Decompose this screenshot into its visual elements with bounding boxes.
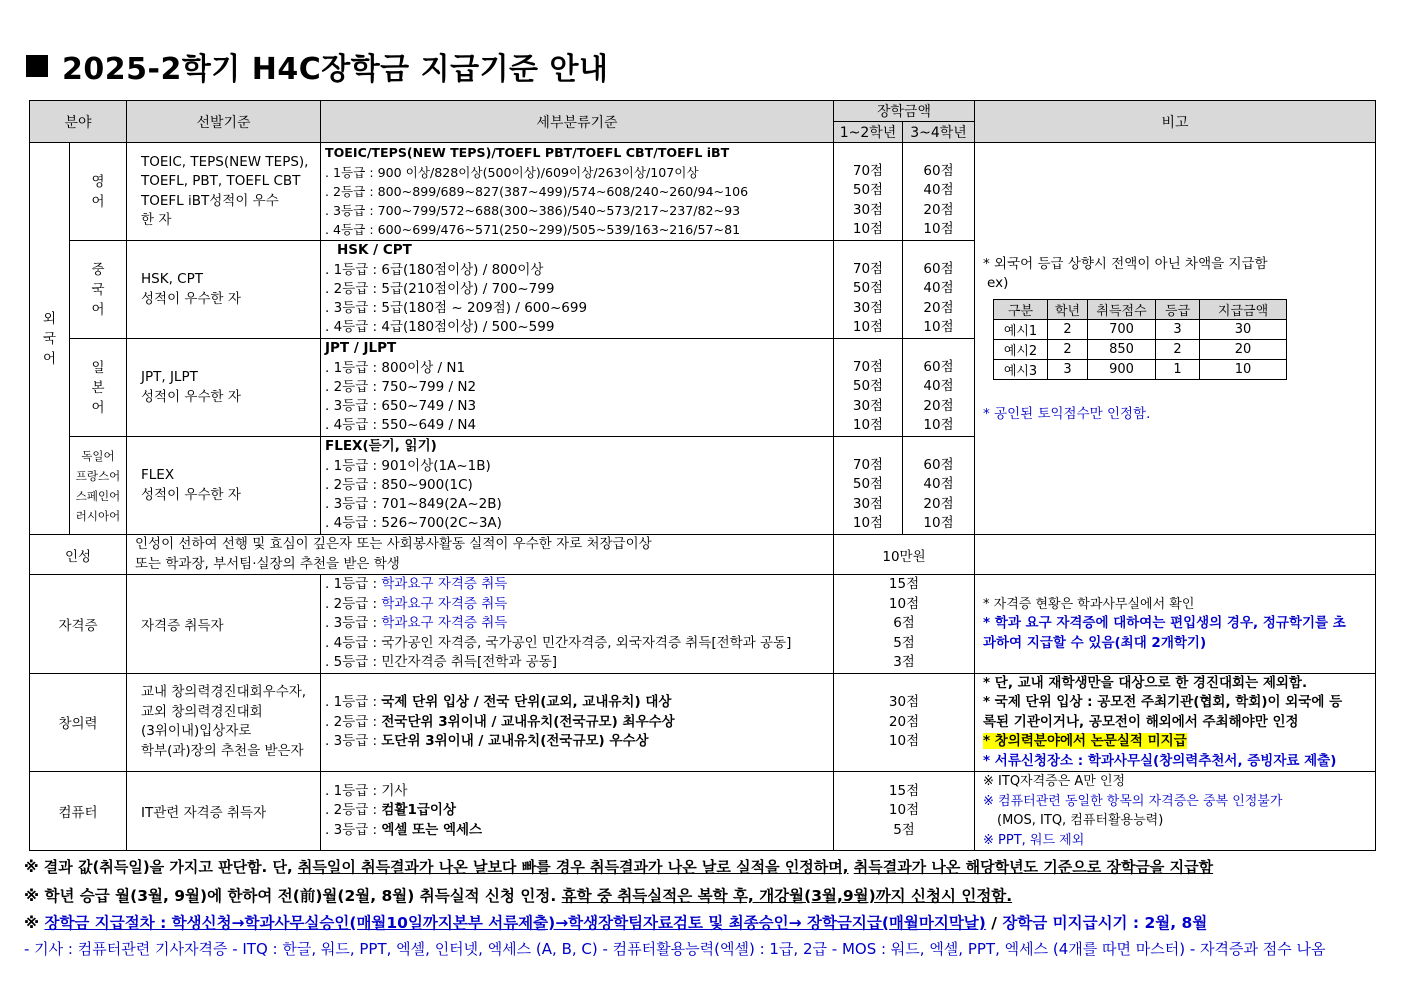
footer-note-3: ※ 장학금 지급절차 : 학생신청→학과사무실승인(매월10일까지본부 서류제출)→학생장학팀자료검토 및 최종승인→ 장학금지급(매월마지막날) / 장학금 미지급시기 : 2월, 8월 (24, 914, 1208, 932)
scholarship-table (29, 100, 1376, 851)
japanese-label: 일 본 어 (70, 339, 127, 437)
page-title (26, 44, 608, 88)
other-languages-detail: FLEX(듣기, 읽기) . 1등급 : 901이상(1A~1B) . 2등급 : 850~900(1C) . 3등급 : 701~849(2A~2B) . 4등급 : 526~700(2C~3A) (321, 437, 834, 535)
header-amount: 장학금액 (834, 101, 975, 122)
header-note: 비고 (975, 101, 1376, 143)
creativity-label: 창의력 (30, 673, 127, 772)
creativity-note: * 단, 교내 재학생만을 대상으로 한 경진대회는 제외함. * 국제 단위 입상 : 공모전 주최기관(협회, 학회)이 외국에 등 록된 기관이거나, 공모전이 해외에서 주최해야만 인정 * 창의력분야에서 논문실적 미지급 * 서류신청장소 : 학과사무실(창의력추천서, 증빙자료 제출) (975, 673, 1376, 772)
computer-label: 컴퓨터 (30, 772, 127, 851)
foreign-language-note: * 외국어 등급 상향시 전액이 아닌 차액을 지급함 ex) 구분 학년 취득점수 등급 지급금액 예시1 2 700 3 30 예시2 2 850 2 20 예시3 3 900 1 10 * 공인된 토익점수만 인정함. (975, 143, 1376, 535)
computer-note: ※ ITQ자격증은 A만 인정 ※ 컴퓨터관련 동일한 항목의 자격증은 중복 인정불가 (MOS, ITQ, 컴퓨터활용능력) ※ PPT, 워드 제외 (975, 772, 1376, 851)
computer-detail: . 1등급 : 기사 . 2등급 : 컴활1급이상 . 3등급 : 엑셀 또는 엑세스 (321, 772, 834, 851)
computer-criteria: IT관련 자격증 취득자 (127, 772, 321, 851)
footer-note-2: ※ 학년 승급 월(3월, 9월)에 한하여 전(前)월(2월, 8월) 취득실적 신청 인정. 휴학 중 취득실적은 복학 후, 개강월(3월,9월)까지 신청시 인정함. (24, 887, 1013, 905)
japanese-amount-12: 70점 50점 30점 10점 (834, 339, 903, 437)
page-title-text: 2025-2학기 H4C장학금 지급기준 안내 (62, 52, 609, 87)
license-amount: 15점 10점 6점 5점 3점 (834, 575, 975, 674)
character-label: 인성 (30, 535, 127, 575)
english-label: 영 어 (70, 143, 127, 241)
header-field: 분야 (30, 101, 127, 143)
other-languages-label: 독일어 프랑스어 스페인어 러시아어 (70, 437, 127, 535)
english-detail: TOEIC/TEPS(NEW TEPS)/TOEFL PBT/TOEFL CBT/TOEFL iBT . 1등급 : 900 이상/828이상(500이상)/609이상/263이상/107이상 . 2등급 : 800~899/689~827(387~499)/574~608/240~260/94~106 . 3등급 : 700~799/572~688(300~386)/540~573/217~237/82~93 . 4등급 : 600~699/476~571(250~299)/505~539/163~216/57~81 (321, 143, 834, 241)
square-bullet-icon (26, 55, 48, 77)
chinese-detail: HSK / CPT . 1등급 : 6급(180점이상) / 800이상 . 2등급 : 5급(210점이상) / 700~799 . 3등급 : 5급(180점 ~ 209점) / 600~699 . 4등급 : 4급(180점이상) / 500~599 (321, 241, 834, 339)
chinese-amount-12: 70점 50점 30점 10점 (834, 241, 903, 339)
japanese-criteria: JPT, JLPT 성적이 우수한 자 (127, 339, 321, 437)
creativity-detail: . 1등급 : 국제 단위 입상 / 전국 단위(교외, 교내유치) 대상 . 2등급 : 전국단위 3위이내 / 교내유치(전국규모) 최우수상 . 3등급 : 도단위 3위이내 / 교내유치(전국규모) 우수상 (321, 673, 834, 772)
other-languages-amount-12: 70점 50점 30점 10점 (834, 437, 903, 535)
footer-note-1: ※ 결과 값(취득일)을 가지고 판단함. 단, 취득일이 취득결과가 나온 날보다 빠를 경우 취득결과가 나온 날로 실적을 인정하며, 취득결과가 나온 해당학년도 기준으로 장학금을 지급함 (24, 858, 1214, 876)
foreign-language-label: 외 국 어 (30, 143, 70, 535)
license-note: * 자격증 현황은 학과사무실에서 확인 * 학과 요구 자격증에 대하여는 편입생의 경우, 정규학기를 초 과하여 지급할 수 있음(최대 2개학기) (975, 575, 1376, 674)
header-criteria: 선발기준 (127, 101, 321, 143)
character-note (975, 535, 1376, 575)
japanese-amount-34: 60점 40점 20점 10점 (903, 339, 975, 437)
example-table: 구분 학년 취득점수 등급 지급금액 예시1 2 700 3 30 예시2 2 850 2 20 예시3 3 900 1 10 (993, 299, 1287, 380)
header-year34: 3~4학년 (903, 122, 975, 143)
character-amount: 10만원 (834, 535, 975, 575)
computer-amount: 15점 10점 5점 (834, 772, 975, 851)
chinese-label: 중 국 어 (70, 241, 127, 339)
footer-note-4: - 기사 : 컴퓨터관련 기사자격증 - ITQ : 한글, 워드, PPT, 엑셀, 인터넷, 엑세스 (A, B, C) - 컴퓨터활용능력(엑셀) : 1급, 2급 - MOS : 워드, 엑셀, PPT, 엑세스 (4개를 따면 마스터) - 자격증과 점수 나옴 (24, 940, 1326, 958)
creativity-criteria: 교내 창의력경진대회우수자, 교외 창의력경진대회 (3위이내)입상자로 학부(과)장의 추천을 받은자 (127, 673, 321, 772)
header-detail: 세부분류기준 (321, 101, 834, 143)
creativity-amount: 30점 20점 10점 (834, 673, 975, 772)
english-amount-12: 70점 50점 30점 10점 (834, 143, 903, 241)
header-year12: 1~2학년 (834, 122, 903, 143)
license-label: 자격증 (30, 575, 127, 674)
license-detail: . 1등급 : 학과요구 자격증 취득 . 2등급 : 학과요구 자격증 취득 . 3등급 : 학과요구 자격증 취득 . 4등급 : 국가공인 자격증, 국가공인 민간자격증, 외국자격증 취득[전학과 공동] . 5등급 : 민간자격증 취득[전학과 공동] (321, 575, 834, 674)
japanese-detail: JPT / JLPT . 1등급 : 800이상 / N1 . 2등급 : 750~799 / N2 . 3등급 : 650~749 / N3 . 4등급 : 550~649 / N4 (321, 339, 834, 437)
chinese-criteria: HSK, CPT 성적이 우수한 자 (127, 241, 321, 339)
chinese-amount-34: 60점 40점 20점 10점 (903, 241, 975, 339)
english-criteria: TOEIC, TEPS(NEW TEPS), TOEFL, PBT, TOEFL CBT TOEFL iBT성적이 우수 한 자 (127, 143, 321, 241)
english-amount-34: 60점 40점 20점 10점 (903, 143, 975, 241)
other-languages-criteria: FLEX 성적이 우수한 자 (127, 437, 321, 535)
character-criteria: 인성이 선하여 선행 및 효심이 깊은자 또는 사회봉사활동 실적이 우수한 자로 처장급이상 또는 학과장, 부서팀·실장의 추천을 받은 학생 (127, 535, 834, 575)
other-languages-amount-34: 60점 40점 20점 10점 (903, 437, 975, 535)
license-criteria: 자격증 취득자 (127, 575, 321, 674)
